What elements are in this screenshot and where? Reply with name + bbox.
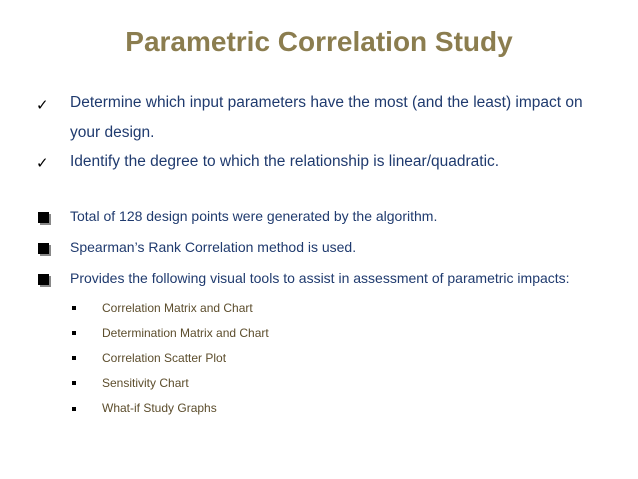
- tool-item-4: Sensitivity Chart: [102, 376, 189, 390]
- check-item-1: Determine which input parameters have the most (and the least) impact on your design.: [70, 94, 583, 141]
- small-square-bullet-icon: [72, 381, 76, 385]
- checkmark-icon: ✓: [36, 154, 49, 172]
- check-item-2: Identify the degree to which the relationship is linear/quadratic.: [70, 153, 500, 170]
- square-bullet-icon: [38, 243, 49, 254]
- small-square-bullet-icon: [72, 407, 76, 411]
- point-item-1: Total of 128 design points were generated by the algorithm.: [70, 208, 438, 224]
- small-square-bullet-icon: [72, 331, 76, 335]
- point-item-2: Spearman’s Rank Correlation method is used.: [70, 239, 357, 255]
- square-bullet-icon: [38, 212, 49, 223]
- slide-title: Parametric Correlation Study: [125, 26, 513, 57]
- checkmark-icon: ✓: [36, 96, 49, 114]
- tool-item-3: Correlation Scatter Plot: [102, 351, 227, 365]
- small-square-bullet-icon: [72, 306, 76, 310]
- tool-item-1: Correlation Matrix and Chart: [102, 301, 253, 315]
- point-item-3: Provides the following visual tools to assist in assessment of parametric impacts:: [70, 270, 570, 286]
- tool-item-5: What-if Study Graphs: [102, 401, 217, 415]
- square-bullet-icon: [38, 274, 49, 285]
- tool-item-2: Determination Matrix and Chart: [102, 326, 269, 340]
- small-square-bullet-icon: [72, 356, 76, 360]
